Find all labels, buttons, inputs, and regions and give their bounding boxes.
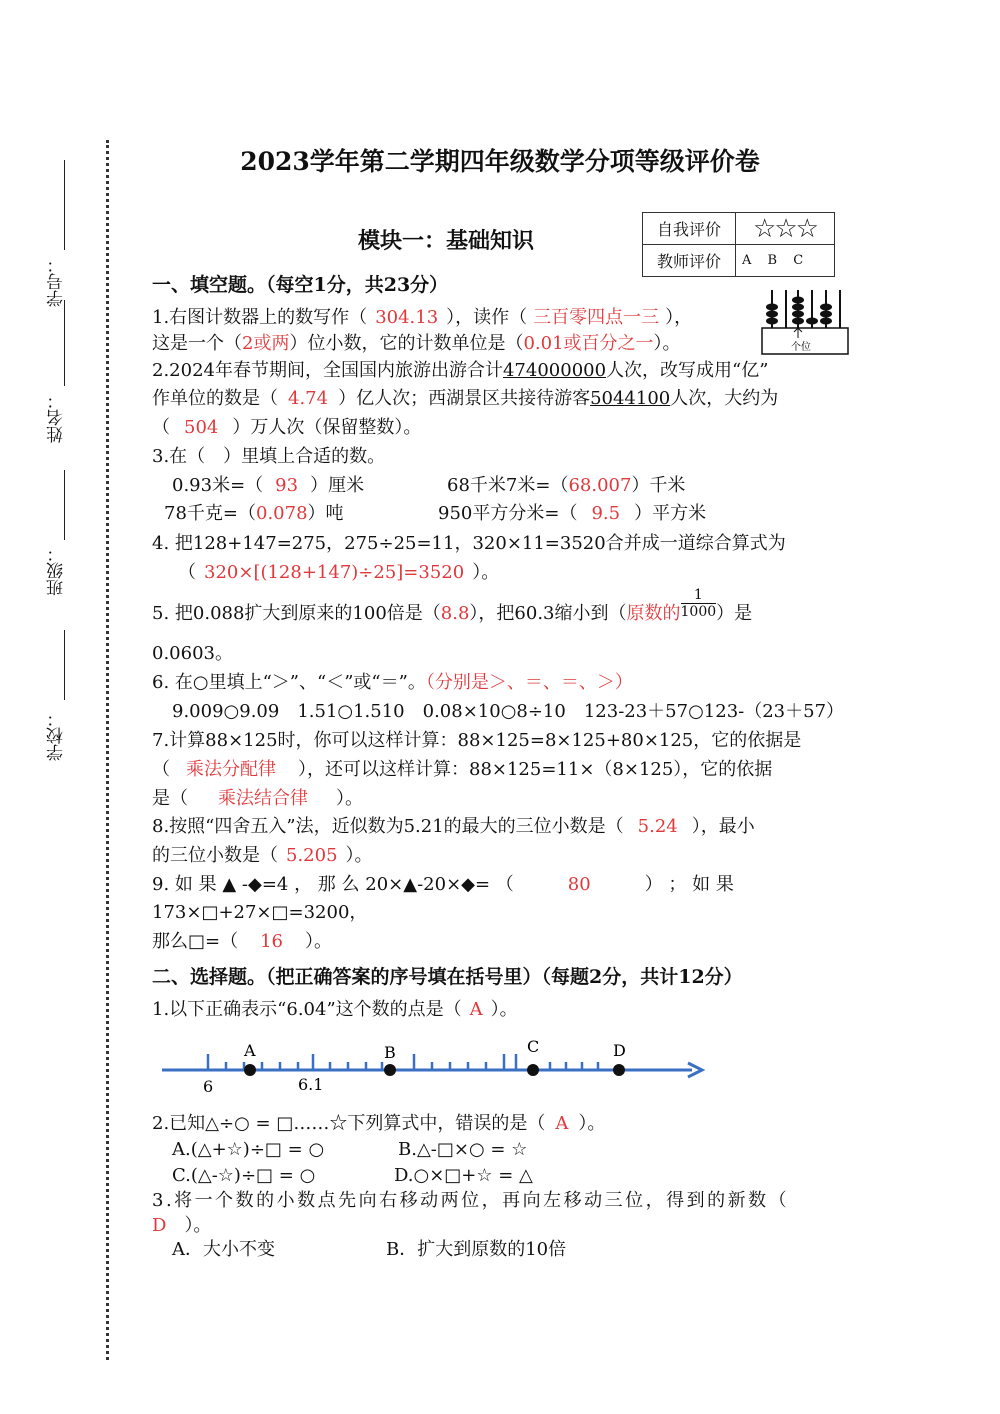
s2-q3-optB: B．扩大到原数的10倍	[386, 1239, 567, 1260]
tick-label-6: 6	[203, 1077, 214, 1096]
exam-title: 2023学年第二学期四年级数学分项等级评价卷	[240, 147, 760, 176]
answer: 320×[(128+147)÷25]=3520	[204, 562, 465, 583]
name-line	[64, 300, 65, 386]
s2-q3-optA: A．大小不变	[172, 1239, 275, 1260]
fraction: $\frac{1}{1000}$	[680, 586, 717, 620]
q3-row2-left: 78千克=（0.078）吨	[164, 503, 344, 524]
answer: 0.078	[256, 503, 308, 524]
q8-line2: 的三位小数是（ 5.205 ）。	[152, 845, 373, 866]
teacher-eval-label: 教师评价	[643, 245, 736, 277]
answer: 16	[260, 931, 283, 952]
evaluation-table	[642, 212, 835, 277]
s2-q2-optA: A.(△+☆)÷□ = ○	[172, 1139, 325, 1160]
answer: 三百零四点一三	[533, 307, 660, 328]
answer: D	[152, 1215, 167, 1236]
self-eval-label: 自我评价	[643, 213, 736, 245]
name-label: 姓名：	[47, 392, 67, 443]
q7-line1: 7.计算88×125时，你可以这样计算：88×125=8×125+80×125，它的依据是	[152, 730, 802, 751]
answer: 68.007	[568, 475, 632, 496]
s2-q2-optB: B.△-□×○ = ☆	[398, 1139, 528, 1160]
number-line	[160, 1030, 710, 1100]
school-label: 学校：	[47, 710, 67, 761]
abacus-ones-label: 个位	[791, 342, 811, 353]
answer: 504	[184, 417, 219, 438]
answer: 0.01或百分之一	[523, 333, 654, 354]
answer: 9.5	[591, 503, 621, 524]
answer: A	[469, 999, 483, 1020]
q7-line3: 是（ 乘法结合律 ）。	[152, 788, 363, 809]
teacher-eval-grades: A B C	[736, 245, 835, 277]
module-title: 模块一：基础知识	[358, 228, 535, 254]
label-b: B	[384, 1043, 396, 1062]
s2-q1-line1: 1.以下正确表示“6.04”这个数的点是（ A ）。	[152, 999, 518, 1020]
student-no-label: 学号：	[47, 256, 67, 307]
answer: 5.205	[286, 845, 338, 866]
answer: 80	[567, 874, 591, 895]
q8-line1: 8.按照“四舍五入”法，近似数为5.21的最大的三位小数是（ 5.24 ），最小	[152, 816, 755, 837]
answer: 乘法结合律	[218, 788, 308, 809]
q4-line2: （ 320×[(128+147)÷25]=3520 ）。	[178, 562, 500, 583]
q3-row2-right: 950平方分米=（ 9.5 ）平方米	[438, 503, 707, 524]
q3-head: 3.在（ ）里填上合适的数。	[152, 446, 386, 467]
s2-q2-line1: 2.已知△÷○ = □……☆下列算式中，错误的是（ A ）。	[152, 1113, 606, 1134]
q4-line1: 4. 把128+147=275，275÷25=11，320×11=3520合并成一道综合算式为	[152, 533, 786, 554]
answer: 乘法分配律	[186, 759, 276, 780]
q7-line2: （ 乘法分配律 ），还可以这样计算：88×125=11×（8×125），它的依据	[152, 759, 773, 780]
answer: 304.13	[375, 307, 439, 328]
s2-q3-line2: D ）。	[152, 1215, 212, 1236]
answer: A	[555, 1113, 569, 1134]
q3-row1-right: 68千米7米=（68.007）千米	[447, 475, 686, 496]
class-label: 班级：	[47, 545, 67, 596]
q9-line2: 173×□+27×□=3200，	[152, 902, 368, 923]
s2-q3-line1: 3.将一个数的小数点先向右移动两位，再向左移动三位，得到的新数（	[152, 1190, 790, 1211]
label-c: C	[527, 1037, 540, 1056]
q6-line2: 9.009○9.09 1.51○1.510 0.08×10○8÷10 123-23＋57○123-（23＋57）	[172, 701, 845, 722]
section1-heading: 一、填空题。（每空1分，共23分）	[152, 274, 449, 296]
section2-heading: 二、选择题。（把正确答案的序号填在括号里）（每题2分，共计12分）	[152, 966, 743, 988]
s2-q2-optC: C.(△-☆)÷□ = ○	[172, 1165, 316, 1186]
q2-line2: 作单位的数是（ 4.74 ）亿人次；西湖景区共接待游客5044100人次，大约为	[152, 388, 779, 409]
q5-line1: 5. 把0.088扩大到原来的100倍是（8.8），把60.3缩小到（原数的 $\frac{1}{1000}$ ）是	[152, 586, 753, 624]
answer: （分别是＞、＝、＝、＞）	[425, 672, 633, 693]
q5-line2: 0.0603。	[152, 643, 233, 664]
label-d: D	[613, 1041, 626, 1060]
q2-line3: （ 504 ）万人次（保留整数）。	[152, 417, 422, 438]
q6-line1: 6. 在○里填上“＞”、“＜”或“＝”。（分别是＞、＝、＝、＞）	[152, 672, 633, 693]
q3-row1-left: 0.93米=（ 93 ）厘米	[172, 475, 365, 496]
answer: 93	[275, 475, 299, 496]
s2-q2-optD: D.○×□+☆ = △	[394, 1165, 533, 1186]
q2-line1: 2.2024年春节期间，全国国内旅游出游合计474000000人次，改写成用“亿”	[152, 360, 769, 381]
point-b	[384, 1064, 396, 1076]
label-a: A	[244, 1041, 256, 1060]
point-c	[527, 1064, 539, 1076]
school-line	[64, 630, 65, 700]
answer: 4.74	[288, 388, 329, 409]
answer: 8.8	[440, 603, 470, 624]
tick-label-6-1: 6.1	[298, 1075, 324, 1094]
q1-line1: 1.右图计数器上的数写作（ 304.13 ），读作（ 三百零四点一三 ），	[152, 307, 693, 328]
q1-line2: 这是一个（2或两）位小数，它的计数单位是（0.01或百分之一）。	[152, 333, 681, 354]
number-line-ticks	[208, 1054, 598, 1070]
q9-line1: 9. 如 果 ▲ -◆=4 ， 那 么 20×▲-20×◆= （ 80 ） ； 如 果	[152, 874, 734, 895]
self-eval-stars: ☆☆☆	[736, 213, 835, 245]
answer: 5.24	[637, 816, 678, 837]
binding-dotted-line	[106, 140, 109, 1360]
point-a	[244, 1064, 256, 1076]
class-line	[64, 470, 65, 540]
abacus-figure	[758, 286, 850, 356]
q9-line3: 那么□=（ 16 ）。	[152, 931, 332, 952]
answer: 原数的	[626, 603, 681, 624]
point-d	[613, 1064, 625, 1076]
answer: 2或两	[242, 333, 290, 354]
